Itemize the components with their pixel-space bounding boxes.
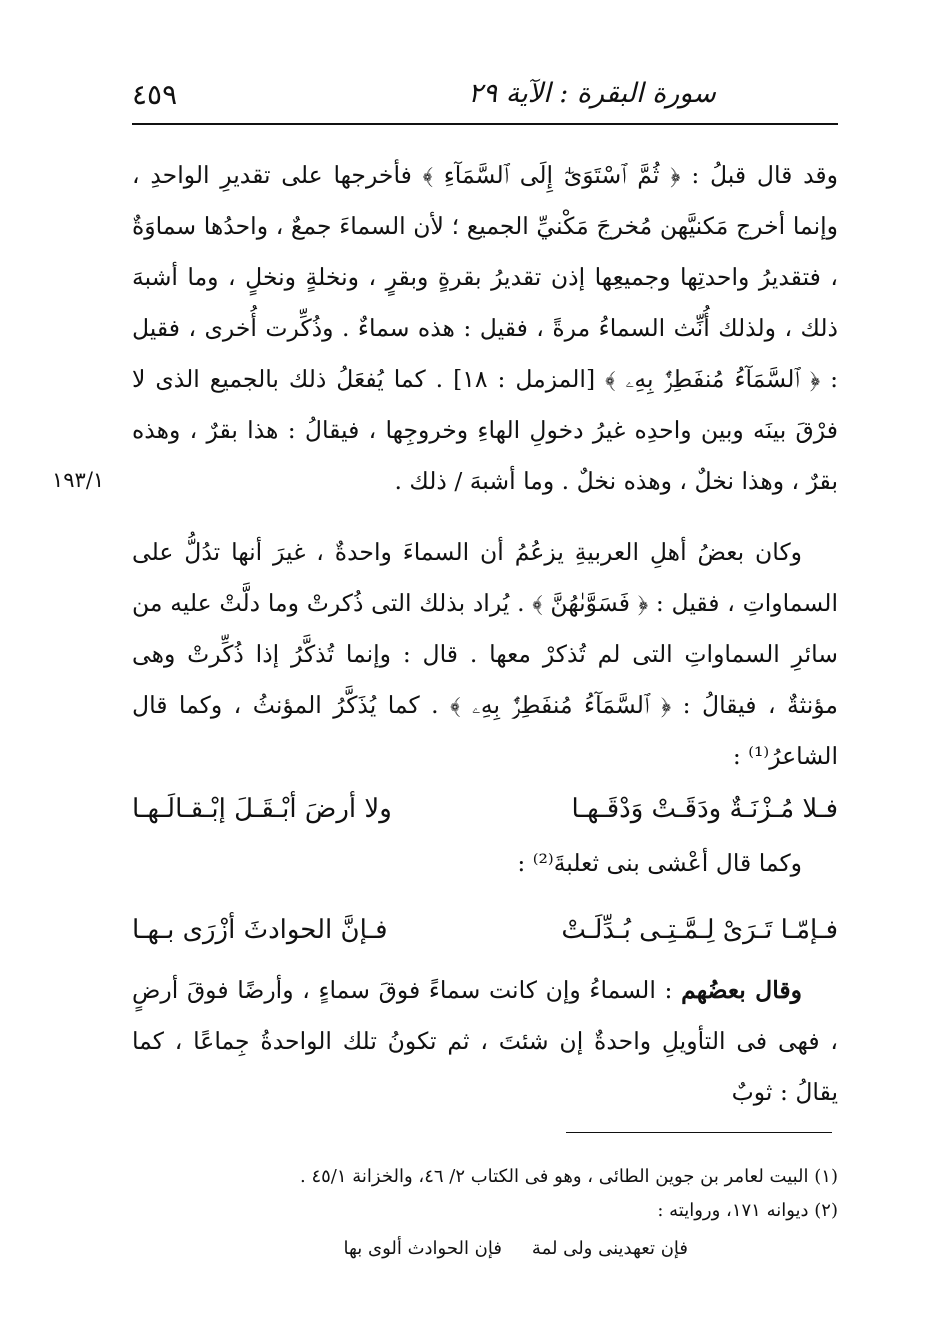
verse-2-intro: وكما قال أعْشى بنى ثعلبةَ⁽²⁾ : [517,849,802,877]
footnote-2-variant-second: فإن الحوادث ألوى بها [343,1238,502,1259]
paragraph-3-text: : السماءُ وإن كانت سماءً فوقَ سماءٍ ، وأرضًا فوقَ أرضٍ ، فهى فى التأويلِ واحدةٌ إن شئتَ ، ثم تكونُ تلك الواحدةُ جِماعًا ، كما يقالُ : ثوبٌ [132,976,838,1106]
running-title: سورة البقرة : الآية ٢٩ [468,78,716,109]
footnote-2-variant-first: فإن تعهدينى ولى لمة [531,1238,688,1259]
footnotes [132,1160,838,1272]
footnote-1: (١) البيت لعامر بن جوين الطائى ، وهو فى الكتاب ٢/ ٤٦، والخزانة ٤٥/١ . [300,1166,838,1187]
verse-1-second-hemistich: ولا أرضَ أبْـقَـلَ إبْـقـالَـهـا [132,794,392,824]
verse-2-first-hemistich: فـإمّـا تَـرَىْ لِـمَّـتِـى بُـدِّلَـتْ [561,915,838,945]
footnote-2-verse [132,1234,838,1272]
paragraph-3-lead: وقال بعضُهم [681,976,802,1004]
page-header [132,70,838,122]
main-text [132,150,838,1118]
header-rule [132,123,838,125]
footnote-separator [566,1132,832,1133]
margin-reference: ١٩٣/١ [52,468,105,492]
paragraph-1: وقد قال قبلُ : ﴿ ثُمَّ ٱسْتَوَىٰٓ إِلَى ٱلسَّمَآءِ ﴾ فأخرجها على تقديرِ الواحدِ ، وإنما أخرج مَكنيَّهن مُخرجَ مَكْنيِّ الجميع ؛ لأن السماءَ جمعٌ ، واحدُها سماوَةٌ ، فتقديرُ واحدتِها وجميعِها إذن تقديرُ بقرةٍ وبقرٍ ، ونخلةٍ ونخلٍ ، وما أشبهَ ذلك ، ولذلك أُنِّث السماءُ مرةً ، فقيل : هذه سماءٌ . وذُكِّرت أُخرى ، فقيل : ﴿ ٱلسَّمَآءُ مُنفَطِرٌۢ بِهِۦ ﴾ [المزمل : ١٨] . كما يُفعَلُ ذلك بالجميع الذى لا فرْقَ بينَه وبين واحدِه غيرُ دخولِ الهاءِ وخروجِها ، فيقالُ : هذا بقرٌ ، وهذه بقرٌ ، وهذا نخلٌ ، وهذه نخلٌ . وما أشبهَ / ذلك . [132,161,839,495]
paragraph-3 [132,965,838,1118]
page-number: ٤٥٩ [132,78,178,111]
verse-1 [132,790,838,860]
verse-2-second-hemistich: فـإنَّ الحوادثَ أزْرَى بـهـا [132,915,388,945]
footnote-2: (٢) ديوانه ١٧١، وروايته : [657,1200,838,1221]
verse-2 [132,911,838,981]
paragraph-2: وكان بعضُ أهلِ العربيةِ يزعُمُ أن السماءَ واحدةٌ ، غيرَ أنها تدُلُّ على السماواتِ ، فقيل : ﴿ فَسَوَّىٰهُنَّ ﴾ . يُراد بذلك التى ذُكرتْ وما دلَّتْ عليه من سائرِ السماواتِ التى لم تُذكرْ معها . قال : وإنما تُذكَّرُ إذا ذُكِّرتْ وهى مؤنثةٌ ، فيقالُ : ﴿ ٱلسَّمَآءُ مُنفَطِرٌۢ بِهِۦ ﴾ . كما يُذَكَّرُ المؤنثُ ، وكما قال الشاعرُ⁽¹⁾ : [132,538,838,770]
verse-1-first-hemistich: فـلا مُـزْنَـةٌ ودَقَـتْ وَدْقَـهـا [571,794,838,824]
